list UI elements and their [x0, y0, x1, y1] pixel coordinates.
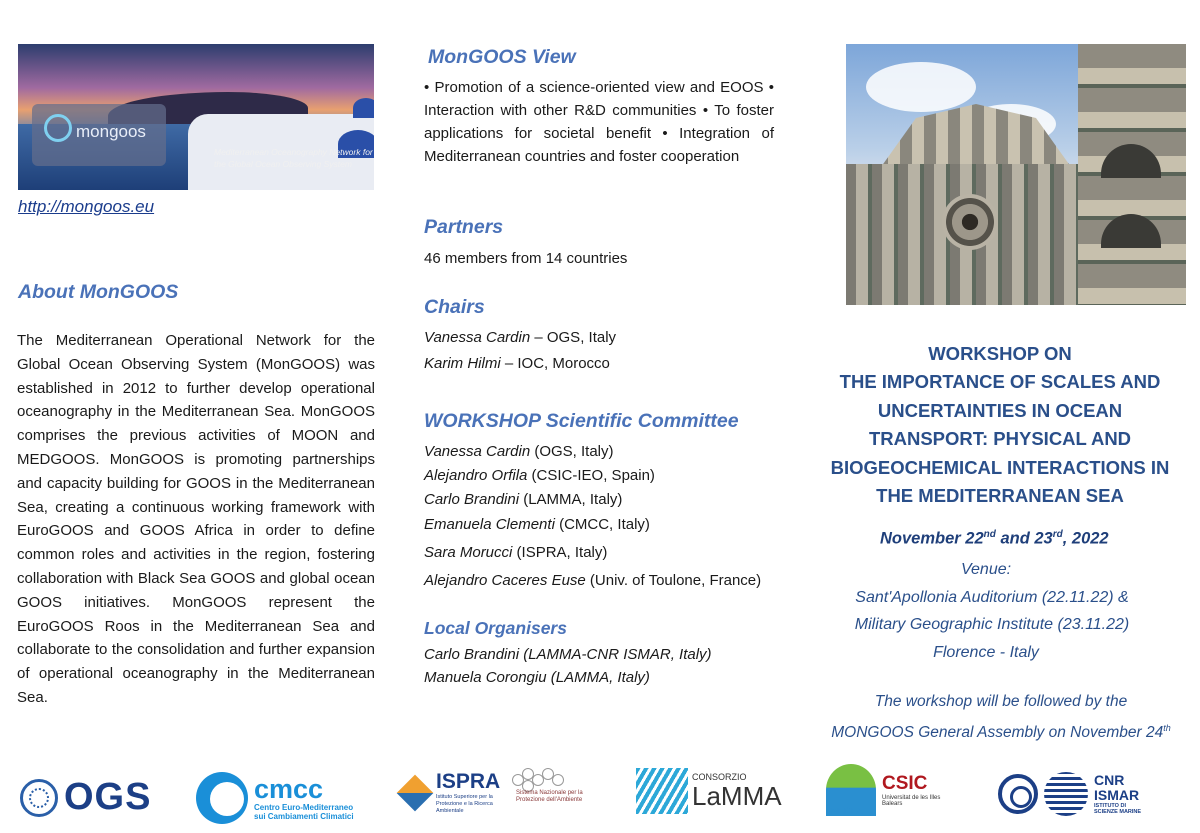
venue-city: Florence - Italy — [933, 644, 1039, 661]
chair-name: Vanessa Cardin — [424, 329, 531, 346]
chair-affiliation: – IOC, Morocco — [504, 355, 610, 372]
cathedral-rose-window — [942, 194, 998, 250]
committee-item — [424, 488, 622, 511]
organisers-heading: Local Organisers — [424, 618, 567, 638]
chair-item — [424, 352, 610, 375]
lamma-logo — [636, 768, 782, 814]
lamma-consorzio: CONSORZIO — [692, 772, 747, 782]
follow-line-2 — [826, 715, 1176, 746]
date-suffix: nd — [983, 529, 996, 540]
cnr-logo-text: CNR — [1094, 772, 1125, 788]
partners-heading: Partners — [424, 216, 504, 238]
committee-affiliation: (Univ. of Toulone, France) — [585, 572, 762, 589]
mongoos-banner-image — [18, 44, 374, 190]
view-heading: MonGOOS View — [428, 46, 576, 68]
lamma-stripes-icon — [636, 768, 688, 814]
about-text: The Mediterranean Operational Network for the Global Ocean Observing System (MonGOOS) was established in 2012 to further develop operational oceanography in the Mediterranean Sea. MonGOOS comprises the previous activities of MOON and MEDGOOS. MonGOOS is promoting partnerships and capacity building for GOOS in the Mediterranean Sea, creating a continuous working framework with EuroGOOS and GOOS Africa in order to define common roles and activities in the region, fostering collaboration with Black Sea GOOS and global ocean GOOS initiatives. MonGOOS represent the EuroGOOS Roos in the Mediterranean Sea and collaborate to the consolidation and further expansion of operational oceanography in the Mediterranean Sea. — [17, 332, 375, 706]
mongoos-logo-icon — [44, 114, 72, 142]
ogs-globe-icon — [20, 779, 58, 817]
mongoos-logo-text: mongoos — [76, 122, 146, 141]
committee-item — [424, 440, 614, 463]
ismar-subtitle: ISTITUTO DI SCIENZE MARINE — [1094, 803, 1142, 815]
committee-name: Sara Morucci — [424, 544, 513, 561]
ispra-subtitle: Istituto Superiore per la Protezione e la Ricerca Ambientale — [436, 794, 493, 814]
cmcc-logo — [196, 772, 354, 824]
banner-dome-small — [353, 98, 374, 118]
cnr-ismar-logo — [998, 772, 1144, 816]
title-line: THE IMPORTANCE OF SCALES AND — [839, 371, 1161, 393]
committee-item — [424, 464, 655, 487]
organiser-item: Carlo Brandini (LAMMA-CNR ISMAR, Italy) — [424, 646, 712, 663]
committee-affiliation: (LAMMA, Italy) — [519, 491, 623, 508]
title-line: UNCERTAINTIES IN OCEAN — [877, 399, 1123, 421]
committee-name: Vanessa Cardin — [424, 443, 531, 460]
about-heading: About MonGOOS — [18, 281, 179, 303]
date-suffix: rd — [1052, 529, 1063, 540]
chair-name: Karim Hilmi — [424, 355, 505, 372]
cmcc-subtitle: sui Cambiamenti Climatici — [254, 812, 354, 821]
date-part: November 22 — [880, 529, 984, 548]
florence-cathedral-photo — [846, 44, 1186, 305]
date-part: , 2022 — [1062, 529, 1109, 548]
ismar-wave-icon — [1044, 772, 1088, 816]
view-text: • Promotion of a science-oriented view and EOOS • Interaction with other R&D communities • To foster applications for societal benefit • Integration of Mediterranean countries and foster cooperation — [424, 79, 774, 165]
follow-suffix: th — [1163, 723, 1171, 733]
ismar-logo-text: ISMAR — [1094, 787, 1140, 803]
committee-heading: WORKSHOP Scientific Committee — [424, 410, 739, 432]
general-assembly-note — [826, 688, 1176, 746]
ispra-logo — [402, 770, 506, 815]
venue-line: Sant'Apollonia Auditorium (22.11.22) & — [855, 589, 1129, 606]
committee-affiliation: (CMCC, Italy) — [554, 516, 650, 533]
cmcc-logo-text: cmcc — [254, 774, 324, 804]
organiser-item: Manuela Corongiu (LAMMA, Italy) — [424, 669, 650, 686]
follow-text: MONGOOS General Assembly on November 24 — [831, 724, 1164, 742]
follow-line: The workshop will be followed by the — [874, 693, 1128, 710]
mongoos-website-link[interactable]: http://mongoos.eu — [18, 197, 155, 216]
chairs-heading: Chairs — [424, 296, 485, 318]
lamma-logo-text: LaMMA — [692, 781, 782, 811]
photo-cloud — [866, 62, 976, 112]
committee-item — [424, 569, 761, 592]
ogs-logo-text: OGS — [64, 776, 152, 818]
workshop-title — [828, 340, 1172, 510]
committee-name: Emanuela Clementi — [424, 516, 555, 533]
cmcc-wave-icon — [196, 772, 248, 824]
date-part: and 23 — [995, 529, 1053, 548]
ogs-logo — [20, 776, 151, 819]
ispra-diamond-icon — [397, 774, 434, 811]
committee-name: Carlo Brandini — [424, 491, 520, 508]
venue-line: Military Geographic Institute (23.11.22) — [854, 616, 1130, 633]
chair-affiliation: – OGS, Italy — [530, 329, 617, 346]
title-line: WORKSHOP ON — [928, 343, 1072, 364]
committee-item — [424, 541, 607, 564]
title-line: TRANSPORT: PHYSICAL AND — [868, 428, 1132, 450]
committee-name: Alejandro Caceres Euse — [424, 572, 586, 589]
snpa-label: Sistema Nazionale per la Protezione dell'Ambiente — [516, 790, 583, 803]
cmcc-subtitle: Centro Euro-Mediterraneo — [254, 803, 354, 812]
committee-name: Alejandro Orfila — [424, 467, 528, 484]
committee-affiliation: (OGS, Italy) — [530, 443, 614, 460]
csic-logo-text: CSIC — [882, 773, 928, 794]
title-line: BIOGEOCHEMICAL INTERACTIONS IN — [830, 456, 1170, 478]
uib-label: Universitat de les Illes Balears — [882, 795, 941, 807]
venue-label: Venue: — [960, 561, 1012, 578]
chair-item — [424, 326, 616, 349]
partners-text: 46 members from 14 countries — [424, 250, 628, 267]
cnr-emblem-icon — [998, 774, 1038, 814]
title-line: THE MEDITERRANEAN SEA — [876, 485, 1124, 507]
imedea-label: IMEDEA — [828, 806, 864, 816]
committee-affiliation: (ISPRA, Italy) — [512, 544, 608, 561]
ispra-logo-text: ISPRA — [436, 770, 501, 793]
committee-affiliation: (CSIC-IEO, Spain) — [527, 467, 655, 484]
committee-item — [424, 513, 650, 536]
workshop-dates — [880, 529, 1180, 549]
banner-tagline: Mediterranean Oceanography Network for the Global Ocean Observing System — [214, 147, 373, 169]
